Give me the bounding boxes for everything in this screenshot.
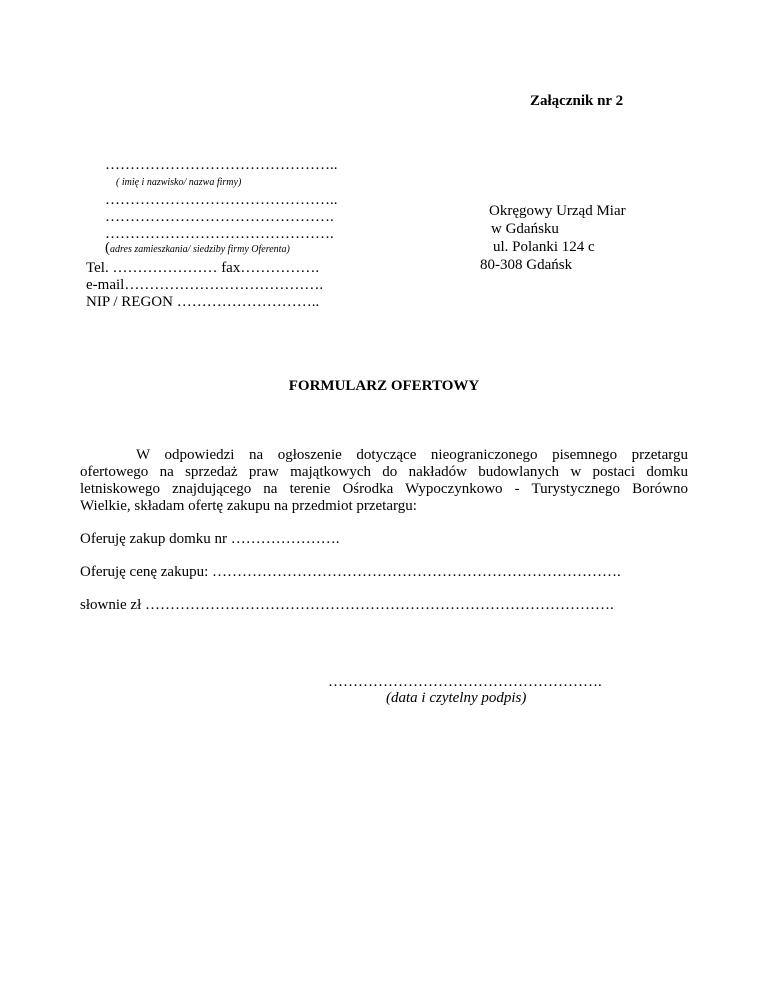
recipient-line-3: ul. Polanki 124 c [493,239,595,255]
address-label-text: adres zamieszkania/ siedziby firmy Oferenta) [110,244,290,255]
intro-paragraph [80,447,688,515]
offer-words-line: słownie zł …………………………………………………………………………………. [80,597,614,613]
annex-label: Załącznik nr 2 [530,93,624,109]
intro-line-1: W odpowiedzi na ogłoszenie dotyczące nieograniczonego pisemnego przetargu [136,447,688,463]
offer-price-line: Oferuję cenę zakupu: ………………………………………………………………………. [80,564,621,580]
form-title: FORMULARZ OFERTOWY [288,378,480,394]
intro-line-3: letniskowego znajdującego na terenie Ośrodka Wypoczynkowo - Turystycznego Borówno [80,481,688,497]
sender-name-dots: ……………………………………….. [105,157,338,173]
signature-dots: ………………………………………………. [328,674,602,690]
sender-address-dots-1: ……………………………………….. [105,192,338,208]
email-line: e-mail…………………………………. [86,277,324,293]
signature-label: (data i czytelny podpis) [386,690,527,706]
recipient-line-2: w Gdańsku [491,221,559,237]
nip-regon-line: NIP / REGON ……………………….. [86,294,320,310]
address-open-paren: ( [105,240,110,256]
offer-house-line: Oferuję zakup domku nr …………………. [80,531,340,547]
sender-address-label [105,240,290,257]
sender-name-label: ( imię i nazwisko/ nazwa firmy) [116,177,242,188]
recipient-line-4: 80-308 Gdańsk [480,257,573,273]
intro-line-2: ofertowego na sprzedaż praw majątkowych do nakładów budowlanych w postaci domku [80,464,688,480]
sender-address-dots-2: ………………………………………. [105,209,334,225]
intro-line-4: Wielkie, składam ofertę zakupu na przedmiot przetargu: [80,498,417,514]
recipient-block [480,202,626,274]
tel-fax-line: Tel. ………………… fax……………. [86,260,320,276]
sender-address-dots-3: ………………………………………. [105,226,334,242]
recipient-line-1: Okręgowy Urząd Miar [489,203,626,219]
